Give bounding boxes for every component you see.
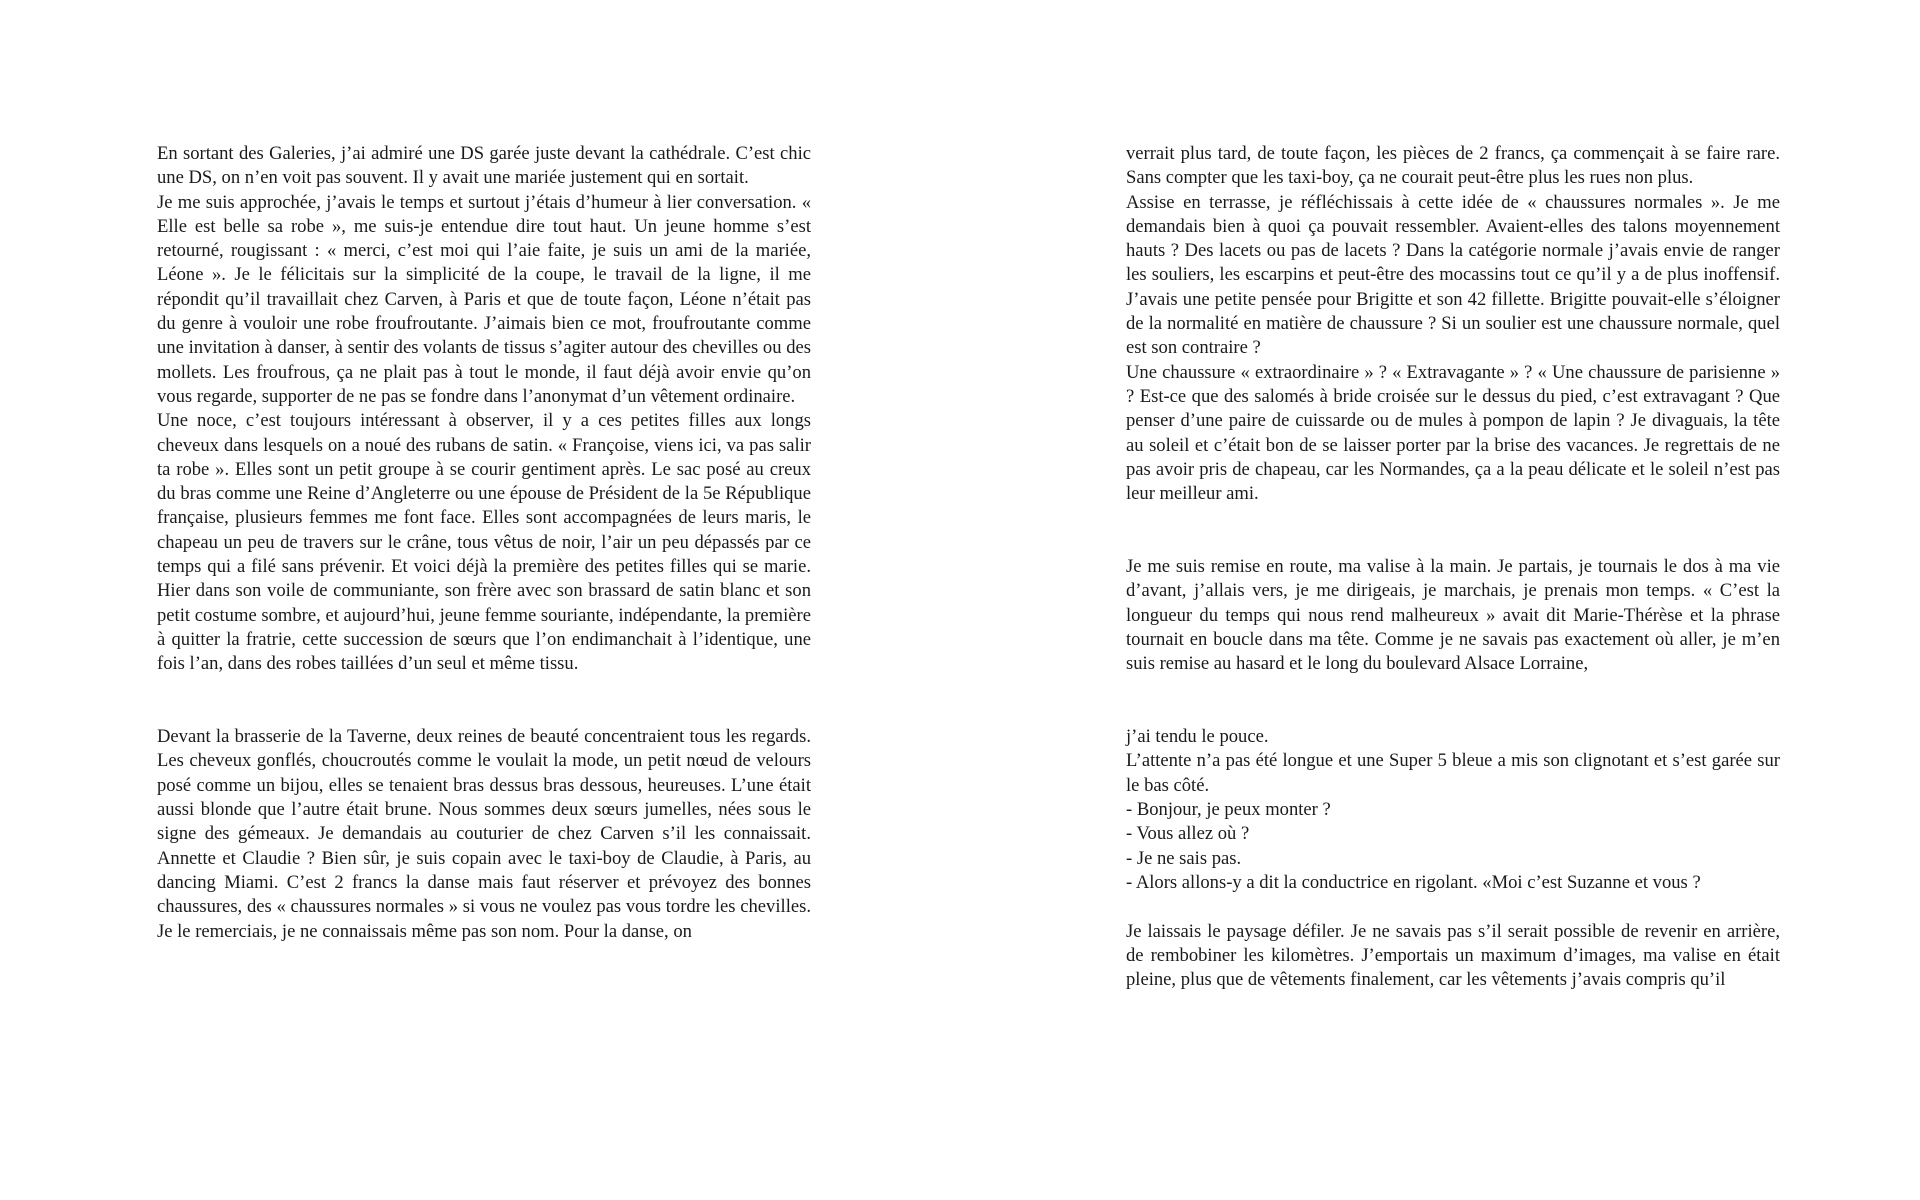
left-paragraph-1: En sortant des Galeries, j’ai admiré une DS garée juste devant la cathédrale. C’est chic une DS, on n’en voit pas souvent. Il y avait une mariée justement qui en sortait. (157, 143, 811, 189)
right-paragraph-4: Je me suis remise en route, ma valise à la main. Je partais, je tournais le dos à ma vie d’avant, j’allais vers, je me dirigeais, je marchais, je prenais mon temps. « C’est la longueur du temps qui nous rend malheureux » avait dit Marie-Thérèse et la phrase tournait en boucle dans ma tête. Comme je ne savais pas exactement où aller, je m’en suis remise au hasard et le long du boulevard Alsace Lorraine, (1126, 556, 1780, 675)
left-paragraph-4: Devant la brasserie de la Taverne, deux reines de beauté concentraient tous les regards. Les cheveux gonflés, choucroutés comme le voulait la mode, un petit nœud de velours posé comme un bijou, elles se tenaient bras dessus bras dessous, heureuses. L’une était aussi blonde que l’autre était brune. Nous sommes deux sœurs jumelles, nées sous le signe des gémeaux. Je demandais au couturier de chez Carven s’il les connaissait. Annette et Claudie ? Bien sûr, je suis copain avec le taxi-boy de Claudie, à Paris, au dancing Miami. C’est 2 francs la danse mais faut réserver et prévoyez des bonnes chaussures, des « chaussures normales » si vous ne voulez pas vous tordre les chevilles. Je le remerciais, je ne connaissais même pas son nom. Pour la danse, on (157, 726, 811, 942)
right-paragraph-7: Je laissais le paysage défiler. Je ne savais pas s’il serait possible de revenir en arrière, de rembobiner les kilomètres. J’emportais un maximum d’images, ma valise en était pleine, plus que de vêtements finalement, car les vêtements j’avais compris qu’il (1126, 920, 1780, 991)
right-paragraph-2: Assise en terrasse, je réfléchissais à cette idée de « chaussures normales ». Je me demandais bien à quoi ça pouvait ressembler. Avaient-elles des talons moyennement hauts ? Des lacets ou pas de lacets ? Dans la catégorie normale j’avais envie de ranger les souliers, les escarpins et peut-être des mocassins tout ce qu’il y a de plus inoffensif. J’avais une petite pensée pour Brigitte et son 42 fillette. Brigitte pouvait-elle s’éloigner de la normalité en matière de chaussure ? Si un soulier est une chaussure normale, quel est son contraire ? (1126, 191, 1780, 359)
left-paragraph-3: Une noce, c’est toujours intéressant à observer, il y a ces petites filles aux longs cheveux dans lesquels on a noué des rubans de satin. « Françoise, viens ici, va pas salir ta robe ». Elles sont un petit groupe à se courir gentiment après. Le sac posé au creux du bras comme une Reine d’Angleterre ou une épouse de Président de la 5e République française, plusieurs femmes me font face. Elles sont accompagnées de leurs maris, le chapeau un peu de travers sur le crâne, tous vêtus de noir, l’air un peu dépassés par ce temps qui a filé sans prévenir. Et voici déjà la première des petites filles qui se marie. Hier dans son voile de communiante, son frère avec son brassard de satin blanc et son petit costume sombre, et aujourd’hui, jeune femme souriante, indépendante, la première à quitter la fratrie, cette succession de sœurs que l’on endimanchait à l’identique, une fois l’an, dans des robes taillées d’un seul et même tissu. (157, 410, 811, 675)
right-paragraph-3: Une chaussure « extraordinaire » ? « Extravagante » ? « Une chaussure de parisienne » ? Est-ce que des salomés à bride croisée sur le dessus du pied, c’est extravagant ? Que penser d’une paire de cuissarde ou de mules à pompon de lapin ? Je divaguais, la tête au soleil et c’était bon de se laisser porter par la brise des vacances. Je regrettais de ne pas avoir pris de chapeau, car les Normandes, ça a la peau délicate et le soleil n’est pas leur meilleur ami. (1126, 361, 1780, 505)
left-paragraph-2: Je me suis approchée, j’avais le temps et surtout j’étais d’humeur à lier conversation. « Elle est belle sa robe », me suis-je entendue dire tout haut. Un jeune homme s’est retourné, rougissant : « merci, c’est moi qui l’aie faite, je suis un ami de la mariée, Léone ». Je le félicitais sur la simplicité de la coupe, le travail de la ligne, il me répondit qu’il travaillait chez Carven, à Paris et que de toute façon, Léone n’était pas du genre à vouloir une robe froufroutante. J’aimais bien ce mot, froufroutante comme une invitation à danser, à sentir des volants de tissus s’agiter autour des chevilles ou des mollets. Les froufrous, ça ne plait pas à tout le monde, il faut déjà avoir envie qu’on vous regarde, supporter de ne pas se fondre dans l’anonymat d’un vêtement ordinaire. (157, 191, 811, 407)
right-paragraph-6: L’attente n’a pas été longue et une Super 5 bleue a mis son clignotant et s’est garée sur le bas côté. (1126, 750, 1780, 796)
dialogue-line: - Alors allons-y a dit la conductrice en rigolant. «Moi c’est Suzanne et vous ? (1126, 871, 1701, 893)
right-text-column (1126, 142, 1780, 992)
left-text-column (157, 142, 811, 944)
dialogue-line: - Je ne sais pas. (1126, 847, 1242, 869)
right-paragraph-1: verrait plus tard, de toute façon, les pièces de 2 francs, ça commençait à se faire rare. Sans compter que les taxi-boy, ça ne courait peut-être plus les rues non plus. (1126, 143, 1780, 189)
right-paragraph-5: j’ai tendu le pouce. (1126, 726, 1269, 748)
right-page (960, 0, 1920, 1200)
paragraph-spacer (1126, 506, 1780, 555)
dialogue-line: - Vous allez où ? (1126, 823, 1250, 845)
paragraph-spacer (157, 677, 811, 726)
paragraph-spacer (1126, 895, 1780, 919)
paragraph-spacer (1126, 677, 1780, 726)
dialogue-line: - Bonjour, je peux monter ? (1126, 799, 1331, 821)
